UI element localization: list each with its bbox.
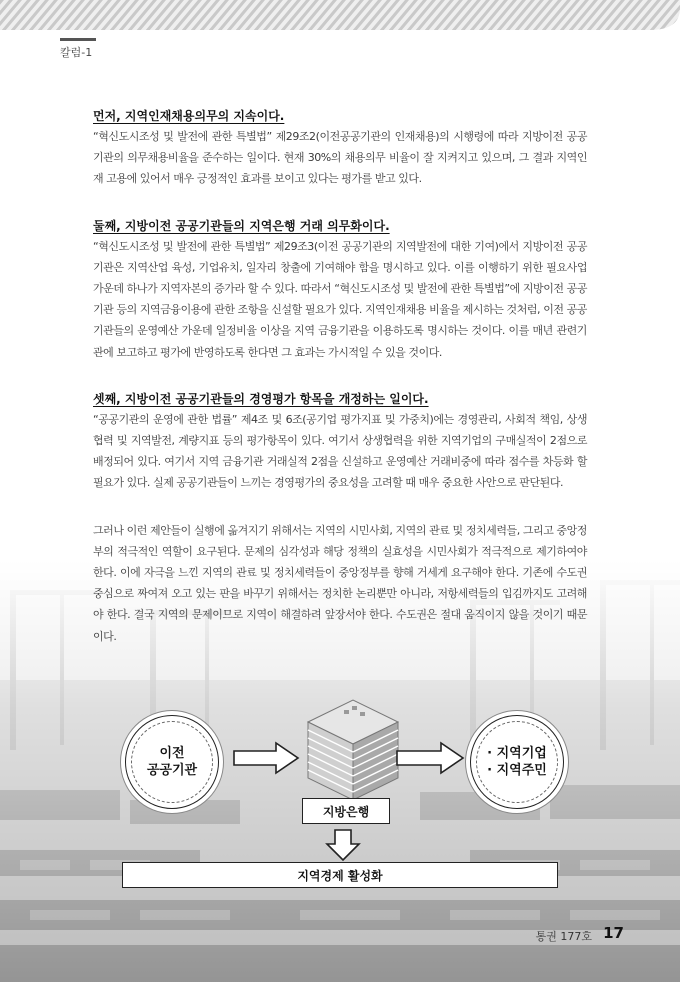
section-paragraph: “공공기관의 운영에 관한 법률” 제4조 및 6조(공기업 평가지표 및 가중치)에는 경영관리, 사회적 책임, 상생협력 및 지역발전, 계량지표 등의 평가항목이 있다. 여기서 상생협력을 위한 지역기업의 구매실적이 2점으로 배정되어 있다. 여기서 지역 금융기관 거래실적 2점을 신설하고 운영예산 거래비중에 따라 점수를 차등화 할 필요가 있다. 실제 공공기관들이 느끼는 경영평가의 중요성을 고려할 때 매우 중요한 사안으로 판단된다. <box>93 412 587 490</box>
closing-paragraph: 그러나 이런 제안들이 실행에 옮겨지기 위해서는 지역의 시민사회, 지역의 관료 및 정치세력들, 그리고 중앙정부의 적극적인 역할이 요구된다. 문제의 심각성과 해당 정책의 실효성을 시민사회가 적극적으로 제기하여야 한다. 이에 자극을 느낀 지역의 관료 및 정치세력들이 중앙정부를 향해 거세게 요구해야 한다. 기존에 수도권 중심으로 짜여져 오고 있는 판을 바꾸기 위해서는 정치한 논리뿐만 아니라, 저항세력들의 입김까지도 고려해야 한다. 결국 지역의 문제이므로 지역이 해결하려 앞장서야 한다. 수도권은 절대 움직이지 않을 것이기 때문이다. <box>93 523 587 643</box>
section-2 <box>93 216 587 363</box>
flow-diagram <box>0 690 680 900</box>
header-stripe-band <box>0 0 680 30</box>
right-arrow-icon <box>232 740 302 776</box>
section-paragraph: “혁신도시조성 및 발전에 관한 특별법” 제29조2(이전공공기관의 인재채용)의 시행령에 따라 지방이전 공공기관의 의무채용비율을 준수하는 일이다. 현재 30%의 채용의무 비율이 잘 지켜지고 있으며, 그 결과 지역인재 고용에 있어서 매우 긍정적인 효과를 보이고 있다는 평가를 받고 있다. <box>93 130 587 186</box>
section-4 <box>93 520 587 647</box>
column-tag-bar <box>60 38 96 41</box>
article-body <box>93 106 587 673</box>
right-arrow-icon <box>395 740 467 776</box>
issue-label: 통권 177호 <box>535 930 592 943</box>
circle-label-line: 공공기관 <box>146 763 198 778</box>
section-heading: 먼저, 지역인재채용의무의 지속이다. <box>93 109 285 123</box>
page-number: 17 <box>603 924 624 942</box>
down-arrow-icon <box>324 828 362 862</box>
local-bank-label: 지방은행 <box>302 798 390 824</box>
circle-dashed-ring <box>476 721 558 803</box>
column-label: 칼럼-1 <box>60 46 93 59</box>
section-heading: 셋째, 지방이전 공공기관들의 경영평가 항목을 개정하는 일이다. <box>93 391 429 406</box>
circle-dashed-ring <box>131 721 213 803</box>
circle-label-line: · 지역기업 <box>487 746 547 761</box>
relocated-agencies-circle <box>125 715 219 809</box>
section-1 <box>93 106 587 190</box>
section-3 <box>93 389 587 494</box>
section-heading: 둘째, 지방이전 공공기관들의 지역은행 거래 의무화이다. <box>93 218 390 233</box>
circle-label-line: · 지역주민 <box>487 763 547 778</box>
section-paragraph: “혁신도시조성 및 발전에 관한 특별법” 제29조3(이전 공공기관의 지역발전에 대한 기여)에서 지방이전 공공기관은 지역산업 육성, 기업유치, 일자리 창출에 기여해야 함을 명시하고 있다. 이를 이행하기 위한 필요사업 가운데 하나가 지역자본의 증가라 할 수 있다. 따라서 “혁신도시조성 및 발전에 관한 특별법”에 지방이전 공공기관 등의 지역금융이용에 관한 조항을 신설할 필요가 있다. 지역인재채용 비율을 제시하는 것처럼, 이전 공공기관들의 운영예산 가운데 일정비율 이상을 지역 금융기관을 이용하도록 명시하는 것이다. 이를 매년 관련기관에 보고하고 평가에 반영하도록 한다면 그 효과는 가시적일 수 있을 것이다. <box>93 239 587 359</box>
circle-label-line: 이전 <box>159 746 185 761</box>
regional-economy-label: 지역경제 활성화 <box>122 862 558 888</box>
local-stakeholders-circle <box>470 715 564 809</box>
bank-building-icon <box>298 692 410 804</box>
